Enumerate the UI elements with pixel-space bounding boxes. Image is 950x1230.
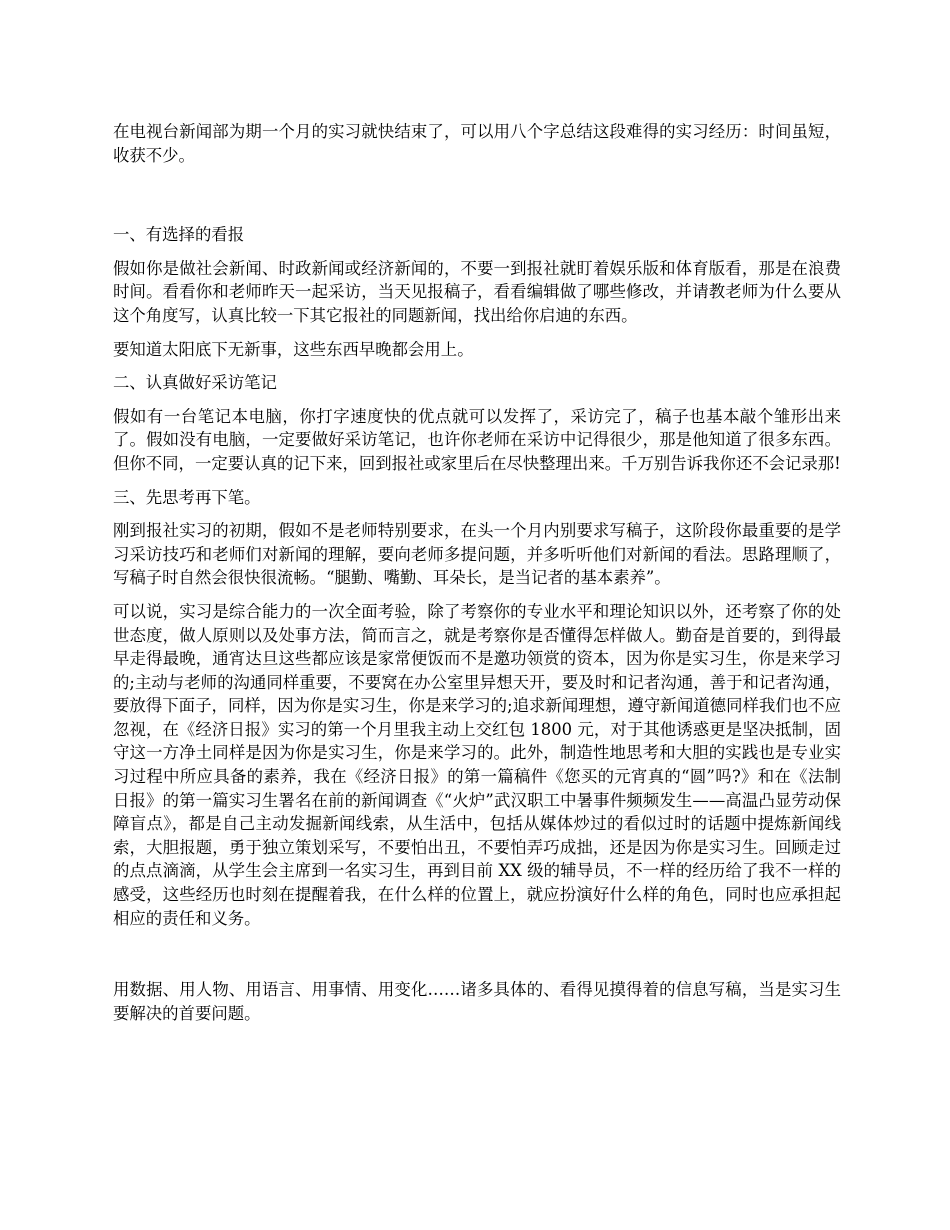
- section-heading-2: 二、认真做好采访笔记: [113, 373, 277, 393]
- closing-paragraph: 用数据、用人物、用语言、用事情、用变化……诸多具体的、看得见摸得着的信息写稿，当是实习生要解决的首要问题。: [113, 980, 841, 1023]
- section-2-paragraph-1: 假如有一台笔记本电脑，你打字速度快的优点就可以发挥了，采访完了，稿子也基本敲个雏形出来了。假如没有电脑，一定要做好采访笔记，也许你老师在采访中记得很少，那是他知道了很多东西。但你不同，一定要认真的记下来，回到报社或家里后在尽快整理出来。千万别告诉我你还不会记录那!: [113, 406, 841, 473]
- section-3-paragraph-1: 刚到报社实习的初期，假如不是老师特别要求，在头一个月内别要求写稿子，这阶段你最重要的是学习采访技巧和老师们对新闻的理解，要向老师多提问题，并多听听他们对新闻的看法。思路理顺了，写稿子时自然会很快很流畅。“腿勤、嘴勤、耳朵长，是当记者的基本素养”。: [113, 521, 841, 588]
- document-body: [113, 120, 841, 1035]
- section-3-paragraph-2: 可以说，实习是综合能力的一次全面考验，除了考察你的专业水平和理论知识以外，还考察了你的处世态度，做人原则以及处事方法，简而言之，就是考察你是否懂得怎样做人。勤奋是首要的，到得最早走得最晚，通宵达旦这些都应该是家常便饭而不是邀功领赏的资本，因为你是实习生，你是来学习的;主动与老师的沟通同样重要，不要窝在办公室里异想天开，要及时和记者沟通，善于和记者沟通，要放得下面子，同样，因为你是实习生，你是来学习的;追求新闻理想，遵守新闻道德同样我们也不应忽视，在《经济日报》实习的第一个月里我主动上交红包 1800 元，对于其他诱惑更是坚决抵制，固守这一方净土同样是因为你是实习生，你是来学习的。此外，制造性地思考和大胆的实践也是专业实习过程中所应具备的素养，我在《经济日报》的第一篇稿件《您买的元宵真的“圆”吗?》和在《法制日报》的第一篇实习生署名在前的新闻调查《“火炉”武汉职工中暑事件频频发生——高温凸显劳动保障盲点》，都是自己主动发掘新闻线索，从生活中，包括从媒体炒过的看似过时的话题中提炼新闻线索，大胆报题，勇于独立策划采写，不要怕出丑，不要怕弄巧成拙，还是因为你是实习生。回顾走过的点点滴滴，从学生会主席到一名实习生，再到目前 XX 级的辅导员，不一样的经历给了我不一样的感受，这些经历也时刻在提醒着我，在什么样的位置上，就应扮演好什么样的角色，同时也应承担起相应的责任和义务。: [113, 601, 841, 928]
- section-1-paragraph-1: 假如你是做社会新闻、时政新闻或经济新闻的，不要一到报社就盯着娱乐版和体育版看，那是在浪费时间。看看你和老师昨天一起采访，当天见报稿子，看看编辑做了哪些修改，并请教老师为什么要从这个角度写，认真比较一下其它报社的同题新闻，找出给你启迪的东西。: [113, 258, 841, 325]
- section-heading-3: 三、先思考再下笔。: [113, 487, 261, 507]
- section-heading-1: 一、有选择的看报: [113, 225, 245, 245]
- intro-paragraph: 在电视台新闻部为期一个月的实习就快结束了，可以用八个字总结这段难得的实习经历：时间虽短，收获不少。: [113, 122, 841, 165]
- section-1-paragraph-2: 要知道太阳底下无新事，这些东西早晚都会用上。: [113, 339, 474, 359]
